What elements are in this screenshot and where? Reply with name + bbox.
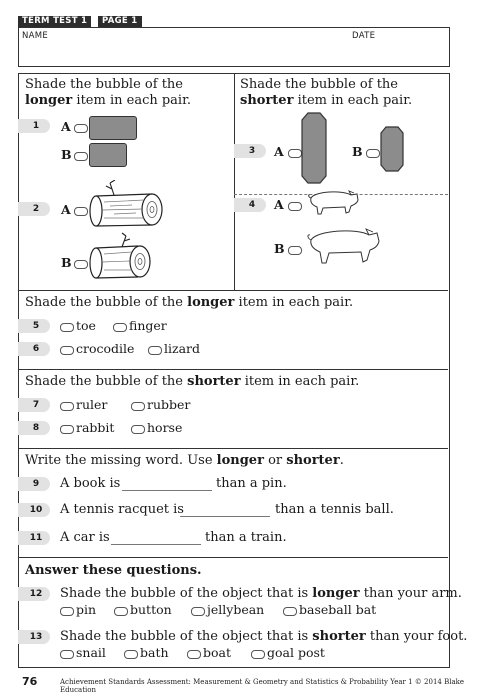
- option-text: toe: [76, 318, 96, 333]
- option-label-b: B: [274, 241, 285, 256]
- option-text: snail: [76, 645, 106, 660]
- question-text: A car is: [60, 530, 110, 545]
- option-label-b: B: [61, 255, 72, 270]
- question-number-8: 8: [18, 421, 50, 435]
- option-text: goal post: [267, 645, 325, 660]
- question-number-4: 4: [234, 198, 266, 212]
- answer-bubble-4a[interactable]: [288, 202, 302, 211]
- answer-bubble-12b[interactable]: [114, 607, 128, 616]
- answer-bubble-12d[interactable]: [283, 607, 297, 616]
- option-text: button: [130, 602, 172, 617]
- question-number-12: 12: [18, 587, 50, 601]
- long-pig-image: [303, 222, 383, 268]
- answer-blank-9[interactable]: [122, 490, 212, 491]
- answer-bubble-7b[interactable]: [131, 402, 145, 411]
- answer-bubble-12a[interactable]: [60, 607, 74, 616]
- answer-blank-11[interactable]: [111, 544, 201, 545]
- option-label-a: A: [274, 144, 284, 159]
- answer-bubble-6a[interactable]: [60, 346, 74, 355]
- question-number-11: 11: [18, 531, 50, 545]
- question-number-2: 2: [18, 202, 50, 216]
- answer-bubble-2a[interactable]: [74, 207, 88, 216]
- date-label: DATE: [352, 31, 376, 41]
- question-text: Shade the bubble of the object that is shorter than your foot.: [60, 629, 468, 644]
- vertical-divider: [234, 73, 235, 290]
- question-text: than a train.: [205, 530, 287, 545]
- page-number: 76: [22, 675, 38, 688]
- footer-text: Achievement Standards Assessment: Measurement & Geometry and Statistics & Probability Year 1 © 2014 Blake Education: [60, 678, 465, 694]
- question-text: than a pin.: [216, 476, 287, 491]
- answer-bubble-6b[interactable]: [148, 346, 162, 355]
- question-number-9: 9: [18, 477, 50, 491]
- option-text: boat: [203, 645, 232, 660]
- question-number-3: 3: [234, 144, 266, 158]
- section-divider-b: [18, 290, 448, 291]
- name-date-box: [18, 27, 450, 67]
- section-a-left-heading: Shade the bubble of the longer item in each pair.: [25, 77, 191, 108]
- option-text: ruler: [76, 397, 108, 412]
- answer-bubble-8a[interactable]: [60, 425, 74, 434]
- answer-bubble-8b[interactable]: [131, 425, 145, 434]
- short-log-image: [88, 232, 156, 284]
- term-test-tab: TERM TEST 1: [18, 16, 91, 27]
- short-octagon-image: [380, 126, 404, 172]
- question-number-10: 10: [18, 503, 50, 517]
- section-divider-e: [18, 557, 448, 558]
- answer-bubble-1a[interactable]: [74, 124, 88, 133]
- section-divider-c: [18, 369, 448, 370]
- answer-bubble-13b[interactable]: [124, 650, 138, 659]
- short-rectangle-image: [89, 143, 127, 167]
- section-b-heading: Shade the bubble of the longer item in each pair.: [25, 295, 354, 310]
- option-text: rubber: [147, 397, 191, 412]
- option-label-b: B: [352, 144, 363, 159]
- answer-bubble-5b[interactable]: [113, 323, 127, 332]
- name-label: NAME: [22, 31, 49, 41]
- answer-bubble-3b[interactable]: [366, 149, 380, 158]
- option-text: baseball bat: [299, 602, 377, 617]
- section-a-right-heading: Shade the bubble of the shorter item in each pair.: [240, 77, 413, 108]
- option-text: horse: [147, 420, 183, 435]
- question-text: A book is: [60, 476, 121, 491]
- question-number-5: 5: [18, 319, 50, 333]
- answer-bubble-2b[interactable]: [74, 260, 88, 269]
- short-pig-image: [305, 186, 361, 218]
- long-rectangle-image: [89, 116, 137, 140]
- answer-blank-10[interactable]: [180, 516, 270, 517]
- question-number-6: 6: [18, 342, 50, 356]
- option-text: jellybean: [207, 602, 265, 617]
- question-text: than a tennis ball.: [275, 502, 394, 517]
- question-text: Shade the bubble of the object that is longer than your arm.: [60, 586, 462, 601]
- answer-bubble-5a[interactable]: [60, 323, 74, 332]
- option-label-a: A: [274, 197, 284, 212]
- answer-bubble-13a[interactable]: [60, 650, 74, 659]
- question-number-7: 7: [18, 398, 50, 412]
- answer-bubble-13c[interactable]: [187, 650, 201, 659]
- answer-bubble-7a[interactable]: [60, 402, 74, 411]
- answer-bubble-3a[interactable]: [288, 149, 302, 158]
- section-d-heading: Write the missing word. Use longer or shorter.: [25, 453, 344, 468]
- question-number-1: 1: [18, 119, 50, 133]
- option-text: finger: [129, 318, 167, 333]
- option-label-a: A: [61, 119, 71, 134]
- option-text: crocodile: [76, 341, 135, 356]
- answer-bubble-12c[interactable]: [191, 607, 205, 616]
- option-text: pin: [76, 602, 97, 617]
- section-c-heading: Shade the bubble of the shorter item in each pair.: [25, 374, 360, 389]
- tall-octagon-image: [301, 112, 327, 184]
- section-divider-d: [18, 448, 448, 449]
- option-label-b: B: [61, 147, 72, 162]
- answer-bubble-4b[interactable]: [288, 246, 302, 255]
- answer-bubble-13d[interactable]: [251, 650, 265, 659]
- page-tab: PAGE 1: [96, 16, 142, 27]
- option-label-a: A: [61, 202, 71, 217]
- question-number-13: 13: [18, 630, 50, 644]
- option-text: rabbit: [76, 420, 115, 435]
- question-text: A tennis racquet is: [60, 502, 184, 517]
- option-text: lizard: [164, 341, 201, 356]
- long-log-image: [88, 180, 168, 232]
- section-e-heading: Answer these questions.: [25, 563, 202, 578]
- option-text: bath: [140, 645, 169, 660]
- answer-bubble-1b[interactable]: [74, 152, 88, 161]
